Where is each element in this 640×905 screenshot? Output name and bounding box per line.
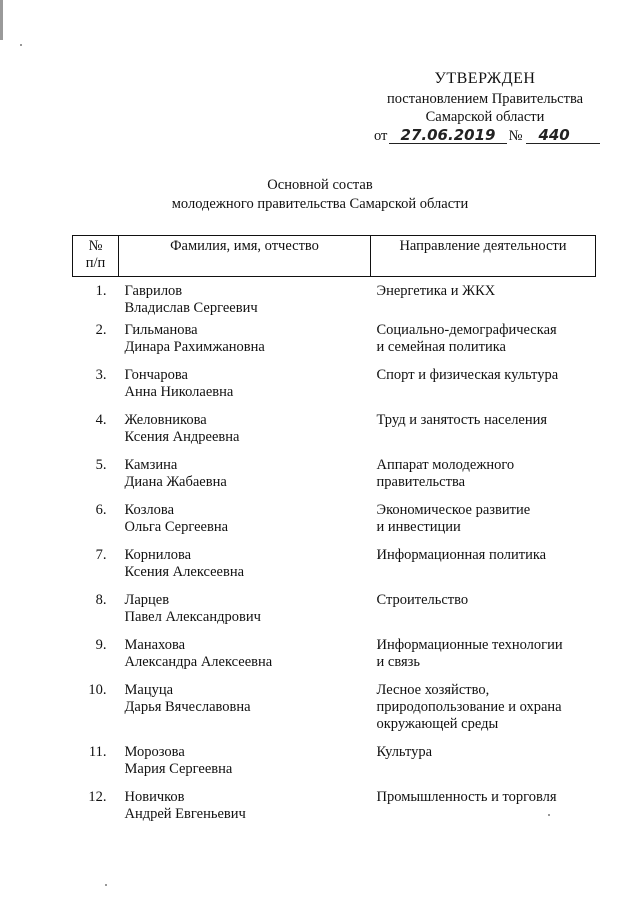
member-surname: Мацуца (124, 681, 174, 698)
table-row (73, 322, 596, 367)
header-name: Фамилия, имя, отчество (119, 236, 371, 277)
member-name (119, 592, 371, 637)
member-given-name: Мария Сергеевна (124, 760, 233, 777)
member-name (119, 682, 371, 744)
member-direction (371, 277, 596, 322)
row-number: 11. (88, 743, 107, 760)
member-direction (371, 682, 596, 744)
member-direction (371, 457, 596, 502)
row-number: 4. (95, 411, 107, 428)
row-number: 9. (95, 636, 107, 653)
scan-edge-mark (0, 0, 3, 40)
member-surname: Новичков (124, 788, 185, 805)
member-given-name: Ксения Андреевна (124, 428, 240, 445)
heading-line-2: молодежного правительства Самарской области (171, 196, 469, 212)
table-header-row (73, 236, 596, 277)
member-surname: Ларцев (124, 591, 170, 608)
member-direction (371, 547, 596, 592)
direction-line-1: Информационные технологии (376, 636, 563, 653)
direction-line-2: и семейная политика (376, 338, 506, 355)
direction-line-2: и связь (376, 653, 420, 670)
header-number: № п/п (73, 236, 119, 277)
header-direction: Направление деятельности (371, 236, 596, 277)
member-direction (371, 412, 596, 457)
member-direction (371, 367, 596, 412)
table-row (73, 682, 596, 744)
direction-line-1: Труд и занятость населения (376, 411, 548, 428)
member-direction (371, 637, 596, 682)
direction-line-2: правительства (376, 473, 466, 490)
direction-line-3: окружающей среды (376, 715, 499, 732)
approval-date-line (370, 127, 600, 145)
table-row (73, 502, 596, 547)
approval-title: УТВЕРЖДЕН (434, 70, 536, 87)
direction-line-1: Экономическое развитие (376, 501, 531, 518)
member-name (119, 322, 371, 367)
direction-line-1: Промышленность и торговля (376, 788, 557, 805)
table-row (73, 367, 596, 412)
table-row (73, 277, 596, 322)
member-direction (371, 502, 596, 547)
member-given-name: Динара Рахимжановна (124, 338, 265, 355)
member-direction (371, 744, 596, 789)
table-body (73, 277, 596, 834)
table-row (73, 637, 596, 682)
member-given-name: Ольга Сергеевна (124, 518, 229, 535)
table-row (73, 412, 596, 457)
member-surname: Желовникова (124, 411, 207, 428)
member-surname: Гаврилов (124, 283, 183, 299)
approval-number: 440 (526, 127, 600, 144)
member-given-name: Павел Александрович (124, 608, 261, 625)
member-direction (371, 789, 596, 834)
member-surname: Гильманова (124, 321, 198, 338)
heading-line-1: Основной состав (267, 177, 373, 193)
direction-line-1: Культура (376, 743, 433, 760)
table-row (73, 789, 596, 834)
row-number: 2. (95, 321, 107, 338)
document-heading (0, 176, 640, 214)
member-name (119, 367, 371, 412)
direction-line-1: Энергетика и ЖКХ (376, 283, 496, 299)
member-direction (371, 322, 596, 367)
member-surname: Манахова (124, 636, 186, 653)
member-given-name: Владислав Сергеевич (124, 300, 258, 316)
row-number: 7. (95, 546, 107, 563)
table-row (73, 744, 596, 789)
approval-line-2: Самарской области (425, 109, 545, 125)
approval-block (370, 70, 600, 145)
member-given-name: Дарья Вячеславовна (124, 698, 251, 715)
table-row (73, 592, 596, 637)
row-number: 1. (95, 283, 107, 299)
member-given-name: Анна Николаевна (124, 383, 234, 400)
member-name (119, 637, 371, 682)
direction-line-2: природопользование и охрана (376, 698, 562, 715)
member-surname: Козлова (124, 501, 175, 518)
member-direction (371, 592, 596, 637)
member-surname: Гончарова (124, 366, 188, 383)
direction-line-2: и инвестиции (376, 518, 461, 535)
member-name (119, 547, 371, 592)
member-given-name: Ксения Алексеевна (124, 563, 245, 580)
member-surname: Камзина (124, 456, 178, 473)
member-given-name: Александра Алексеевна (124, 653, 273, 670)
number-prefix: № (508, 128, 523, 144)
approval-line-1: постановлением Правительства (386, 91, 584, 107)
direction-line-1: Строительство (376, 591, 469, 608)
row-number: 12. (88, 788, 107, 805)
date-prefix: от (374, 128, 388, 144)
member-given-name: Диана Жабаевна (124, 473, 227, 490)
member-name (119, 744, 371, 789)
member-name (119, 502, 371, 547)
member-name (119, 789, 371, 834)
table-row (73, 547, 596, 592)
member-surname: Корнилова (124, 546, 192, 563)
member-name (119, 412, 371, 457)
member-given-name: Андрей Евгеньевич (124, 805, 246, 822)
direction-line-1: Информационная политика (376, 546, 547, 563)
row-number: 10. (88, 681, 107, 698)
member-name (119, 277, 371, 322)
scan-speck (20, 44, 22, 46)
approval-date: 27.06.2019 (389, 127, 506, 144)
scan-speck (105, 884, 107, 886)
row-number: 5. (95, 456, 107, 473)
row-number: 6. (95, 501, 107, 518)
direction-line-1: Спорт и физическая культура (376, 366, 559, 383)
table-row (73, 457, 596, 502)
member-name (119, 457, 371, 502)
direction-line-1: Аппарат молодежного (376, 456, 515, 473)
row-number: 3. (95, 366, 107, 383)
direction-line-1: Социально-демографическая (376, 321, 557, 338)
member-surname: Морозова (124, 743, 185, 760)
direction-line-1: Лесное хозяйство, (376, 681, 490, 698)
members-table (72, 235, 596, 834)
row-number: 8. (95, 591, 107, 608)
